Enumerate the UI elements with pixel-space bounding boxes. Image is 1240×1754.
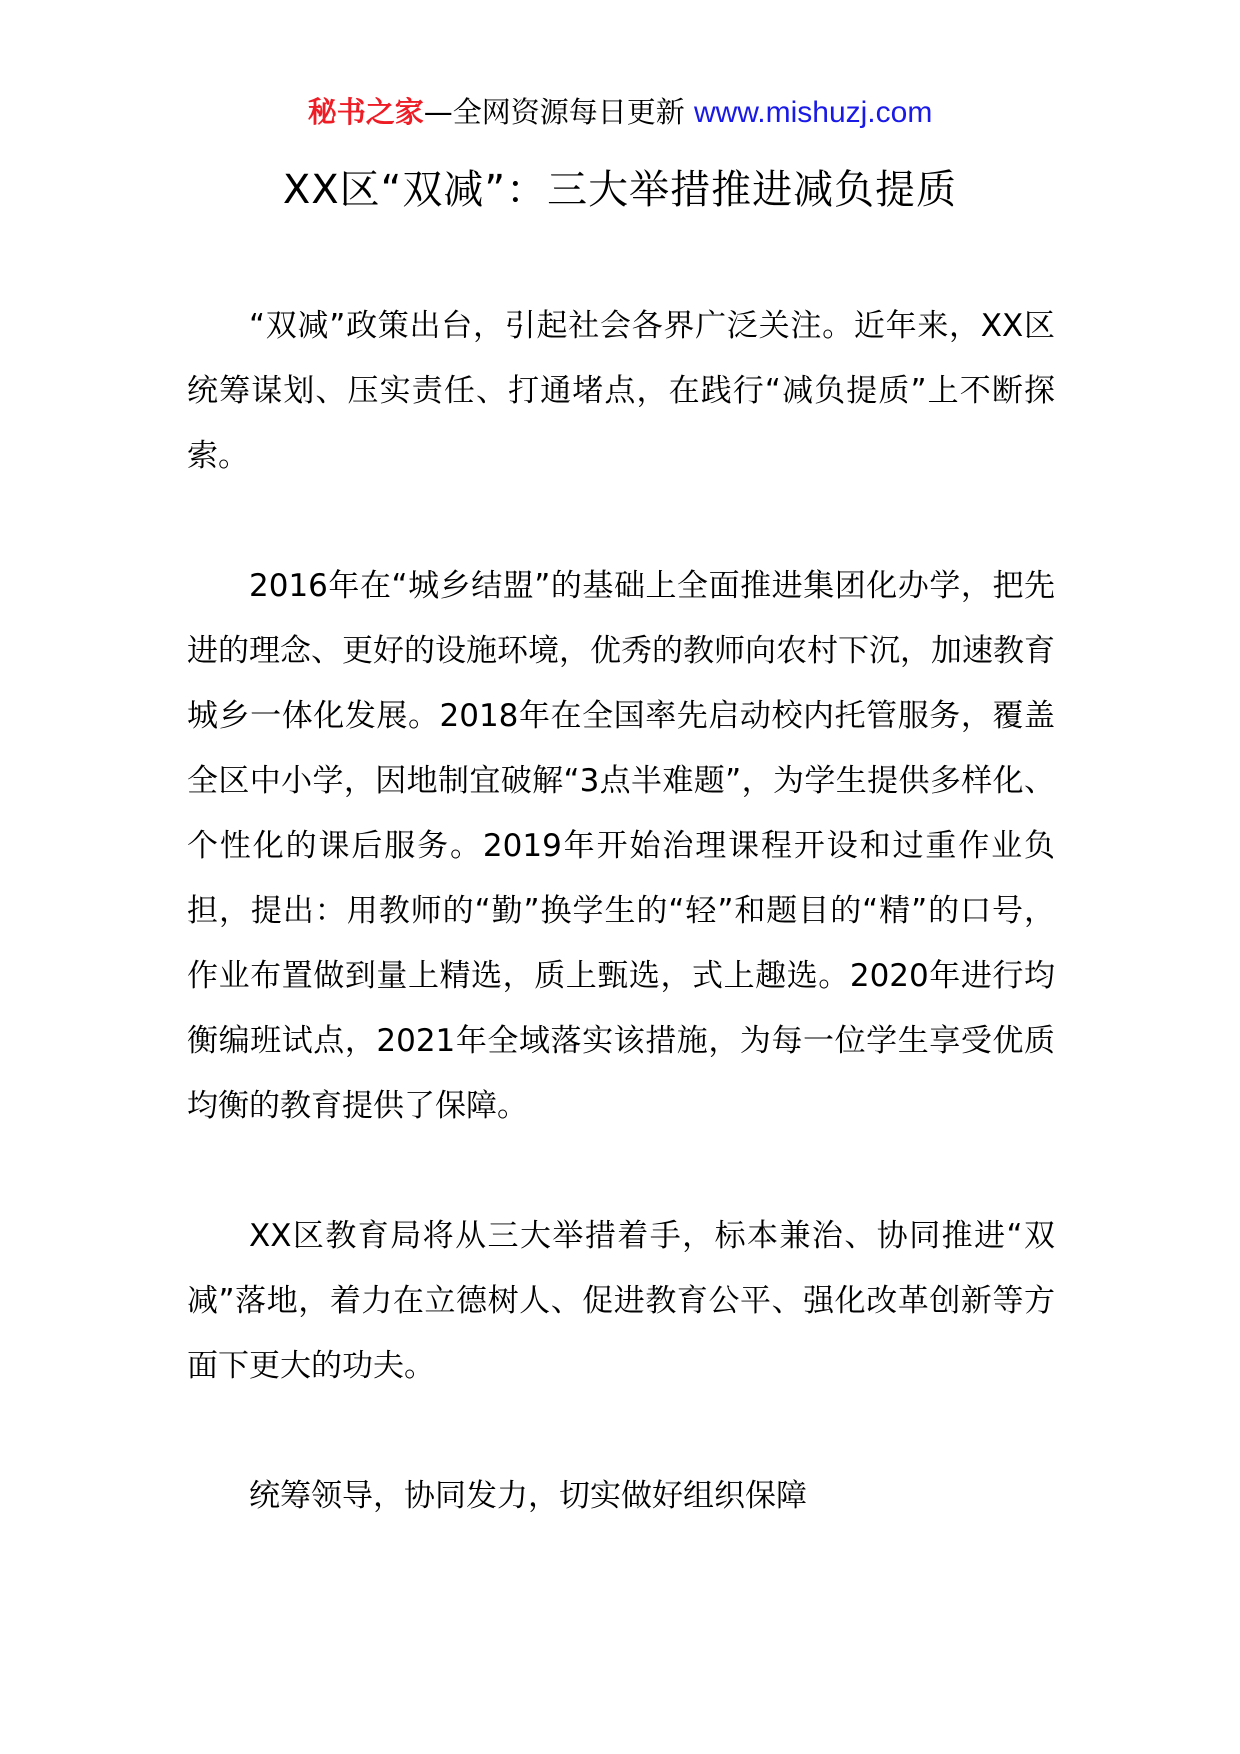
paragraph-intro: “双减”政策出台，引起社会各界广泛关注。近年来，XX区统筹谋划、压实责任、打通堵点，在践行“减负提质”上不断探索。 (187, 308, 1055, 474)
page-header (0, 92, 1240, 133)
site-url-link[interactable]: www.mishuzj.com (693, 96, 933, 129)
document-body (187, 294, 1055, 1529)
section-heading: 统筹领导，协同发力，切实做好组织保障 (249, 1478, 807, 1514)
header-tagline: —全网资源每日更新 (423, 95, 685, 129)
document-title: XX区“双减”：三大举措推进减负提质 (282, 167, 958, 213)
brand-name: 秘书之家 (307, 95, 424, 129)
paragraph-history: 2016年在“城乡结盟”的基础上全面推进集团化办学，把先进的理念、更好的设施环境，优秀的教师向农村下沉，加速教育城乡一体化发展。2018年在全国率先启动校内托管服务，覆盖全区中小学，因地制宜破解“3点半难题”，为学生提供多样化、个性化的课后服务。2019年开始治理课程开设和过重作业负担，提出：用教师的“勤”换学生的“轻”和题目的“精”的口号，作业布置做到量上精选，质上甄选，式上趣选。2020年进行均衡编班试点，2021年全域落实该措施，为每一位学生享受优质均衡的教育提供了保障。 (187, 568, 1055, 1124)
paragraph-measures: XX区教育局将从三大举措着手，标本兼治、协同推进“双减”落地，着力在立德树人、促进教育公平、强化改革创新等方面下更大的功夫。 (187, 1218, 1055, 1384)
